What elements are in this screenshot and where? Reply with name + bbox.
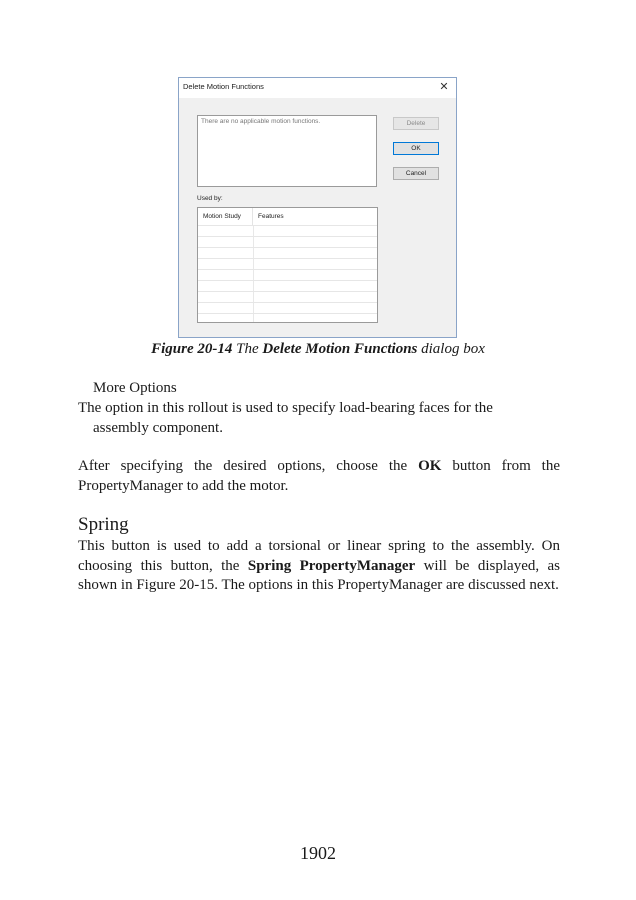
ok-term: OK <box>418 458 442 474</box>
dialog-title: Delete Motion Functions <box>183 82 264 91</box>
figure-caption <box>0 341 636 358</box>
motor-paragraph <box>78 457 560 496</box>
more-options-line2: assembly component. <box>93 419 223 436</box>
caption-suffix: dialog box <box>421 341 485 357</box>
motor-text-before: After specifying the desired options, choose the <box>78 458 408 474</box>
caption-dialog-name: Delete Motion Functions <box>262 341 418 357</box>
table-row <box>198 236 377 237</box>
spring-text-before: This button is used to add a torsional or linear spring to the assembly. On choosing this button, the <box>78 538 560 574</box>
more-options-line1: The option in this rollout is used to specify load-bearing faces for the <box>78 400 493 416</box>
spring-propertymanager-term: Spring PropertyManager <box>247 557 416 574</box>
delete-button[interactable]: Delete <box>393 117 439 130</box>
table-row <box>198 225 377 226</box>
column-header-motion-study[interactable]: Motion Study <box>198 208 253 225</box>
table-row <box>198 280 377 281</box>
more-options-paragraph <box>78 399 560 438</box>
table-row <box>198 247 377 248</box>
delete-motion-functions-dialog <box>178 77 457 338</box>
motor-text-after: button from the PropertyManager to add the motor. <box>78 458 561 494</box>
spring-paragraph <box>78 537 560 596</box>
list-placeholder: There are no applicable motion functions. <box>201 118 321 125</box>
motion-functions-list[interactable] <box>197 115 377 187</box>
column-divider <box>253 225 254 322</box>
caption-the: The <box>236 341 259 357</box>
table-row <box>198 291 377 292</box>
cancel-button[interactable]: Cancel <box>393 167 439 180</box>
table-row <box>198 302 377 303</box>
more-options-heading: More Options <box>93 380 177 396</box>
spring-heading: Spring <box>78 514 129 535</box>
page-number: 1902 <box>300 843 336 863</box>
table-row <box>198 258 377 259</box>
dialog-titlebar <box>179 78 456 98</box>
figure-label: Figure 20-14 <box>151 341 233 357</box>
ok-button[interactable]: OK <box>393 142 439 155</box>
used-by-table[interactable] <box>197 207 378 323</box>
column-header-features[interactable]: Features <box>258 213 284 220</box>
table-row <box>198 269 377 270</box>
close-icon[interactable]: ✕ <box>439 81 449 93</box>
used-by-label: Used by: <box>197 195 223 202</box>
table-row <box>198 313 377 314</box>
spring-text-after: will be displayed, as shown in Figure 20-15. The options in this PropertyManager are discussed next. <box>78 557 561 593</box>
